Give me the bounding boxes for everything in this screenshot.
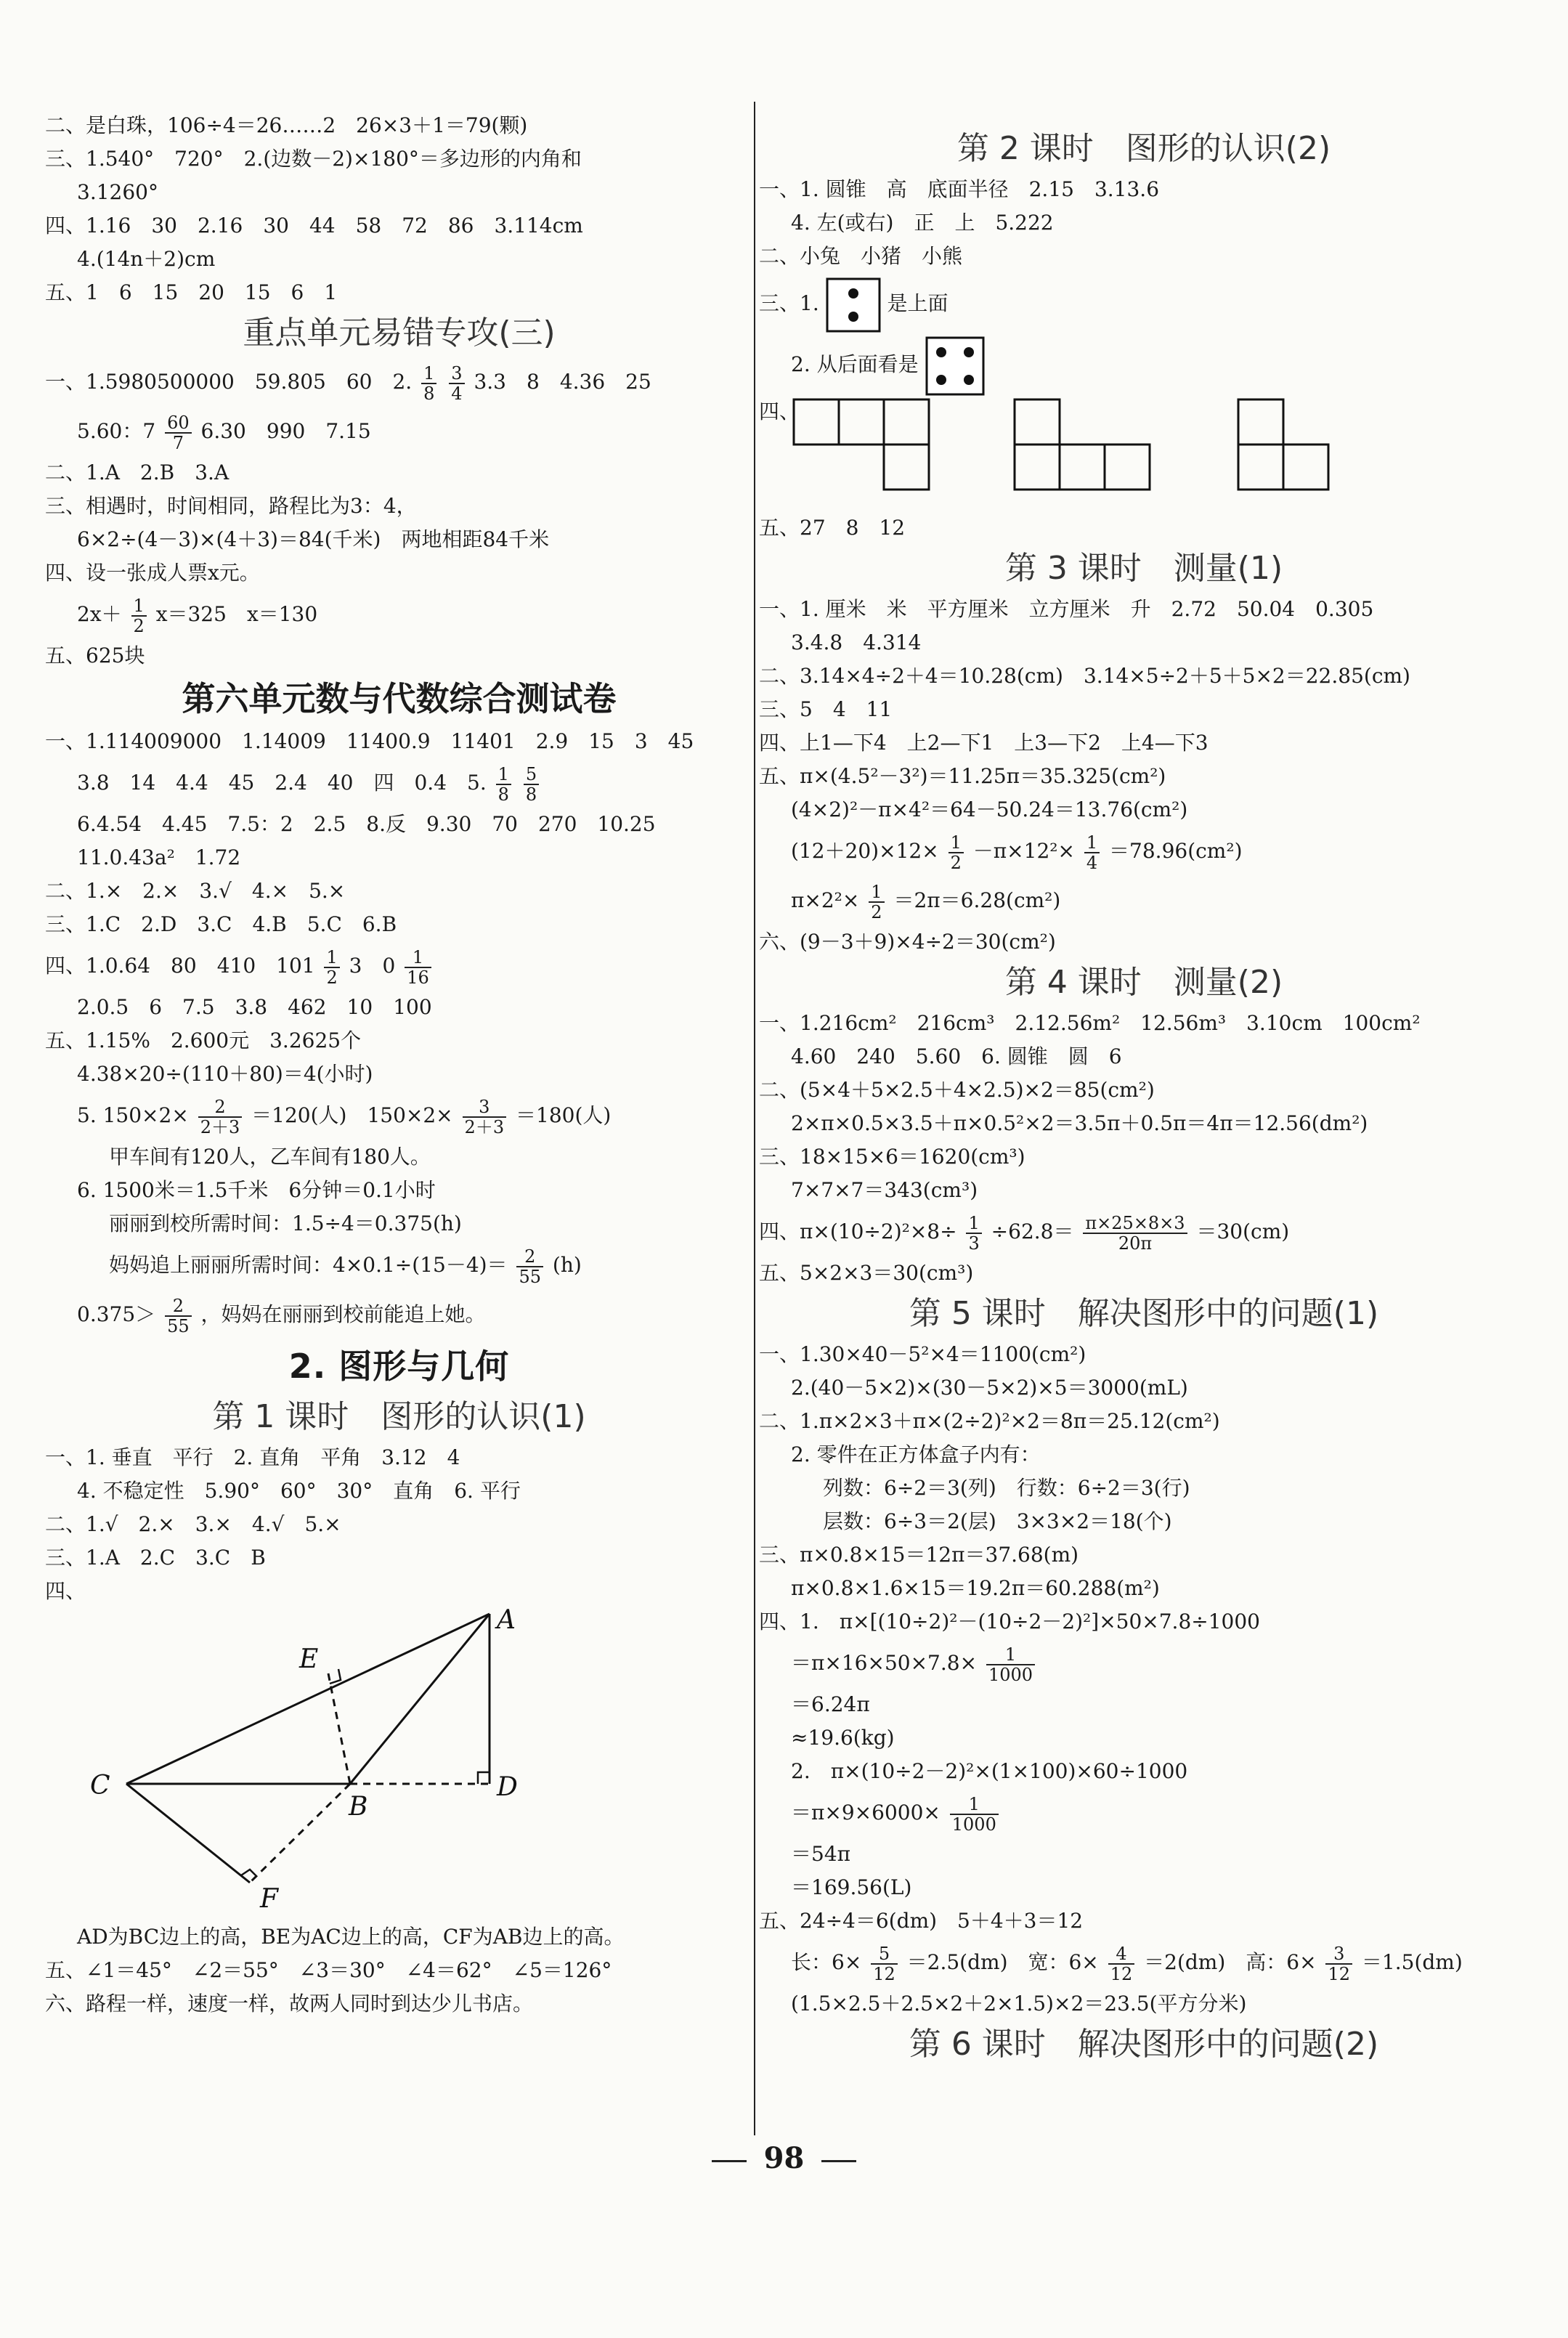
answer-line — [45, 357, 753, 407]
numerator: 3 — [463, 1097, 507, 1118]
denominator: 12 — [1328, 1963, 1351, 1984]
fraction — [516, 1247, 543, 1286]
section-heading: 第 2 课时 图形的认识(2) — [956, 130, 1331, 167]
numerator: 2 — [516, 1247, 543, 1267]
answer-line: 4.38×20÷(110＋80)＝4(小时) — [77, 1062, 373, 1086]
answer-line: 一、1. 厘米 米 平方厘米 立方厘米 升 2.72 50.04 0.305 — [759, 597, 1374, 621]
fraction — [524, 765, 539, 804]
left-column — [45, 109, 753, 2021]
text: 妈妈追上丽丽所需时间：4×0.1÷(15－4)＝ — [109, 1253, 508, 1277]
numerator: 1 — [405, 948, 431, 968]
label-A: A — [497, 1608, 516, 1635]
denominator: 16 — [407, 967, 429, 988]
answer-line: 五、24÷4＝6(dm) 5＋4＋3＝12 — [759, 1909, 1084, 1933]
answer-line: 二、1.× 2.× 3.√ 4.× 5.× — [45, 879, 346, 903]
answer-line — [759, 876, 1529, 925]
square-views — [759, 395, 1529, 511]
denominator: 2 — [871, 901, 882, 922]
triangle-svg — [45, 1608, 753, 1920]
text: 5. 150×2× — [77, 1103, 189, 1127]
answer-line: π×0.8×1.6×15＝19.2π＝60.288(m²) — [791, 1576, 1160, 1600]
triangle-diagram — [45, 1608, 753, 1920]
answer-line: ＝169.56(L) — [791, 1875, 912, 1899]
fraction — [421, 364, 436, 403]
text: 四、1.0.64 80 410 101 — [45, 954, 315, 978]
right-column — [759, 125, 1529, 2069]
text: (h) — [552, 1253, 582, 1277]
answer-line: 五、1 6 15 20 15 6 1 — [45, 280, 338, 304]
fraction — [165, 1296, 192, 1336]
answer-line: AD为BC边上的高，BE为AC边上的高，CF为AB边上的高。 — [77, 1925, 625, 1949]
answer-line: 五、π×(4.5²－3²)＝11.25π＝35.325(cm²) — [759, 764, 1166, 788]
numerator: 1 — [986, 1645, 1035, 1665]
numerator: 1 — [869, 882, 884, 903]
numerator: 5 — [524, 765, 539, 785]
answer-line: 2×π×0.5×3.5＋π×0.5²×2＝3.5π＋0.5π＝4π＝12.56(dm²) — [791, 1111, 1368, 1135]
text: 2x＋ — [77, 602, 122, 626]
numerator: 1 — [950, 1795, 999, 1815]
answer-line — [45, 1290, 753, 1339]
answer-line: 二、是白珠，106÷4＝26……2 26×3＋1＝79(颗) — [45, 113, 528, 137]
square — [1238, 445, 1283, 490]
denominator: 8 — [497, 784, 509, 805]
edge-CF — [126, 1784, 250, 1883]
denominator: 2 — [326, 967, 338, 988]
answer-line — [45, 1241, 753, 1290]
answer-line: 4.(14n＋2)cm — [77, 247, 216, 271]
fraction — [449, 364, 464, 403]
text: 3.3 8 4.36 25 — [474, 370, 651, 394]
denominator: 20π — [1118, 1233, 1153, 1254]
answer-line: 三、18×15×6＝1620(cm³) — [759, 1145, 1025, 1169]
answer-line: 五、27 8 12 — [759, 516, 906, 540]
text: ÷62.8＝ — [991, 1219, 1074, 1243]
answer-line: 二、1.A 2.B 3.A — [45, 460, 229, 484]
answer-line — [45, 590, 753, 639]
answer-line: ＝54π — [791, 1842, 851, 1866]
dash-left — [712, 2160, 747, 2162]
right-angle-F — [241, 1870, 257, 1877]
edge-CA — [126, 1614, 490, 1784]
answer-line: 6.4.54 4.45 7.5：2 2.5 8.反 9.30 70 270 10.25 — [77, 812, 656, 836]
dash-right — [821, 2160, 856, 2162]
answer-line: 二、3.14×4÷2＋4＝10.28(cm) 3.14×5÷2＋5＋5×2＝22.85(cm) — [759, 664, 1410, 688]
text: ＝2π＝6.28(cm²) — [893, 888, 1061, 912]
square — [1283, 445, 1328, 490]
label-D: D — [497, 1772, 518, 1802]
answer-line: 2.0.5 6 7.5 3.8 462 10 100 — [77, 995, 432, 1019]
text: ＝78.96(cm²) — [1109, 839, 1243, 863]
answer-line: 三、1.540° 720° 2.(边数－2)×180°＝多边形的内角和 — [45, 147, 582, 171]
answer-line — [45, 1091, 753, 1140]
numerator: 2 — [198, 1097, 243, 1118]
fraction — [1083, 1214, 1187, 1253]
square — [884, 399, 929, 445]
answer-line: 3.4.8 4.314 — [791, 630, 922, 654]
answer-line: 五、1.15% 2.600元 3.2625个 — [45, 1028, 362, 1052]
denominator: 4 — [1086, 852, 1098, 873]
text: ＝180(人) — [516, 1103, 612, 1127]
column-divider — [754, 102, 755, 2135]
denominator: 2 — [133, 615, 145, 636]
numerator: 1 — [966, 1214, 981, 1234]
denominator: 7 — [172, 432, 184, 453]
answer-line: 四、1.16 30 2.16 30 44 58 72 86 3.114cm — [45, 214, 583, 238]
dice-two-icon — [826, 277, 881, 333]
fraction — [871, 1944, 898, 1984]
answer-line — [759, 1938, 1529, 1987]
fraction — [405, 948, 431, 987]
answer-line: 二、1.√ 2.× 3.× 4.√ 5.× — [45, 1512, 341, 1536]
answer-line: ≈19.6(kg) — [791, 1726, 895, 1750]
square-views-svg — [759, 395, 1514, 511]
fraction — [966, 1214, 981, 1253]
answer-line: 一、1.216cm² 216cm³ 2.12.56m² 12.56m³ 3.10cm 100cm² — [759, 1011, 1421, 1035]
dice-four-icon — [925, 336, 985, 396]
answer-line: 层数：6÷3＝2(层) 3×3×2＝18(个) — [823, 1509, 1172, 1533]
numerator: 1 — [421, 364, 436, 384]
text: ＝120(人) 150×2× — [251, 1103, 453, 1127]
text: 长：6× — [791, 1950, 862, 1974]
square — [794, 399, 839, 445]
denominator: 55 — [167, 1315, 190, 1336]
label-C: C — [90, 1771, 110, 1801]
text: ＝30(cm) — [1196, 1219, 1290, 1243]
fraction — [1108, 1944, 1135, 1984]
text: 6.30 990 7.15 — [200, 419, 371, 443]
fraction — [496, 765, 511, 804]
answer-line: 11.0.43a² 1.72 — [77, 845, 241, 869]
answer-line: 三、1.A 2.C 3.C B — [45, 1546, 266, 1570]
section-heading: 第 1 课时 图形的认识(1) — [212, 1398, 586, 1435]
answer-line: 一、1. 垂直 平行 2. 直角 平角 3.12 4 — [45, 1445, 460, 1469]
text: －π×12²× — [972, 839, 1075, 863]
numerator: 2 — [165, 1296, 192, 1317]
answer-line: 三、1.C 2.D 3.C 4.B 5.C 6.B — [45, 912, 397, 936]
answer-line: 二、小兔 小猪 小熊 — [759, 244, 963, 268]
fraction — [463, 1097, 507, 1137]
square — [1015, 399, 1060, 445]
text: 3.8 14 4.4 45 2.4 40 四 0.4 5. — [77, 771, 487, 795]
right-angle-E — [330, 1669, 341, 1684]
label-F: F — [260, 1884, 278, 1914]
numerator: π×25×8×3 — [1083, 1214, 1187, 1234]
numerator: 1 — [496, 765, 511, 785]
fraction — [324, 948, 339, 987]
answer-line: 2.(40－5×2)×(30－5×2)×5＝3000(mL) — [791, 1376, 1188, 1400]
page-number-text: 98 — [763, 2141, 805, 2175]
answer-line: 丽丽到校所需时间：1.5÷4＝0.375(h) — [109, 1211, 462, 1235]
answer-line: 五、5×2×3＝30(cm³) — [759, 1261, 974, 1285]
fraction — [1084, 833, 1100, 872]
denominator: 3 — [968, 1233, 980, 1254]
fraction — [198, 1097, 243, 1137]
square — [1015, 445, 1060, 490]
fraction — [869, 882, 884, 922]
denominator: 2＋3 — [200, 1116, 240, 1137]
denominator: 4 — [451, 383, 463, 404]
answer-line: 甲车间有120人，乙车间有180人。 — [109, 1145, 431, 1169]
section-heading: 第 6 课时 解决图形中的问题(2) — [909, 2026, 1379, 2063]
section-heading: 2. 图形与几何 — [288, 1347, 510, 1386]
answer-line — [45, 407, 753, 456]
answer-line: 五、∠1＝45° ∠2＝55° ∠3＝30° ∠4＝62° ∠5＝126° — [45, 1958, 612, 1982]
text: ，妈妈在丽丽到校前能追上她。 — [200, 1302, 486, 1326]
answer-line: 3.1260° — [77, 180, 158, 204]
numerator: 1 — [324, 948, 339, 968]
fraction — [950, 1795, 999, 1834]
answer-line: (4×2)²－π×4²＝64－50.24＝13.76(cm²) — [791, 797, 1188, 821]
denominator: 2＋3 — [464, 1116, 505, 1137]
answer-line: 一、1. 圆锥 高 底面半径 2.15 3.13.6 — [759, 177, 1160, 201]
answer-line — [759, 1788, 1529, 1838]
page-number — [0, 2141, 1568, 2175]
text: 三、1. — [759, 291, 819, 315]
text: ＝2(dm) 高：6× — [1144, 1950, 1317, 1974]
denominator: 1000 — [988, 1664, 1033, 1685]
fraction — [948, 833, 964, 872]
answer-line: 7×7×7＝343(cm³) — [791, 1178, 978, 1202]
label-E: E — [299, 1644, 319, 1674]
denominator: 12 — [873, 1963, 895, 1984]
answer-line: 二、1.π×2×3＋π×(2÷2)²×2＝8π＝25.12(cm²) — [759, 1409, 1220, 1433]
text: 是上面 — [887, 291, 948, 315]
square — [1105, 445, 1150, 490]
denominator: 8 — [525, 784, 537, 805]
text: 四、 — [759, 399, 800, 423]
square — [1060, 445, 1105, 490]
text: 2. 从后面看是 — [791, 352, 919, 376]
text: 5.60：7 — [77, 419, 156, 443]
answer-line: 四、设一张成人票x元。 — [45, 561, 260, 585]
answer-line: 四、 — [45, 1579, 86, 1603]
answer-line: 二、(5×4＋5×2.5＋4×2.5)×2＝85(cm²) — [759, 1078, 1155, 1102]
edge-BF-dashed — [250, 1784, 350, 1883]
section-heading: 重点单元易错专攻(三) — [243, 314, 556, 352]
answer-line — [45, 941, 753, 991]
denominator: 8 — [423, 383, 435, 404]
answer-line: 六、(9－3＋9)×4÷2＝30(cm²) — [759, 930, 1056, 954]
text: x＝325 x＝130 — [155, 602, 318, 626]
answer-line: (1.5×2.5＋2.5×2＋2×1.5)×2＝23.5(平方分米) — [791, 1992, 1247, 2016]
answer-line: 一、1.30×40－5²×4＝1100(cm²) — [759, 1342, 1086, 1366]
text: 0.375＞ — [77, 1302, 156, 1326]
denominator: 12 — [1110, 1963, 1133, 1984]
label-B: B — [349, 1792, 368, 1822]
square — [884, 445, 929, 490]
answer-line: 三、π×0.8×15＝12π＝37.68(m) — [759, 1543, 1079, 1567]
numerator: 60 — [165, 413, 192, 434]
answer-line: 一、1.114009000 1.14009 11400.9 11401 2.9 15 3 45 — [45, 729, 694, 753]
denominator: 1000 — [951, 1814, 996, 1835]
answer-line: 四、上1—下4 上2—下1 上3—下2 上4—下3 — [759, 731, 1209, 755]
answer-line — [45, 758, 753, 808]
text: 四、π×(10÷2)²×8÷ — [759, 1219, 957, 1243]
numerator: 3 — [1325, 1944, 1352, 1965]
answer-line: 三、5 4 11 — [759, 697, 893, 721]
square — [1238, 399, 1283, 445]
numerator: 5 — [871, 1944, 898, 1965]
answer-line — [759, 273, 1529, 334]
answer-line — [759, 334, 1529, 395]
text: π×2²× — [791, 888, 860, 912]
numerator: 1 — [948, 833, 964, 853]
answer-line: 6×2÷(4－3)×(4＋3)＝84(千米) 两地相距84千米 — [77, 527, 550, 551]
numerator: 1 — [131, 596, 147, 617]
right-angle-D — [478, 1772, 490, 1784]
answer-line: 四、1. π×[(10÷2)²－(10÷2－2)²]×50×7.8÷1000 — [759, 1610, 1260, 1633]
answer-line: 4. 左(或右) 正 上 5.222 — [791, 211, 1054, 235]
answer-line: 六、路程一样，速度一样，故两人同时到达少儿书店。 — [45, 1992, 534, 2016]
answer-line: 2. π×(10÷2－2)²×(1×100)×60÷1000 — [791, 1759, 1188, 1783]
answer-line: 4. 不稳定性 5.90° 60° 30° 直角 6. 平行 — [77, 1479, 521, 1503]
fraction — [165, 413, 192, 452]
edge-BA — [350, 1614, 490, 1784]
denominator: 2 — [950, 852, 962, 873]
square — [839, 399, 884, 445]
numerator: 1 — [1084, 833, 1100, 853]
answer-line: 4.60 240 5.60 6. 圆锥 圆 6 — [791, 1044, 1122, 1068]
answer-line: 五、625块 — [45, 644, 145, 667]
text: (12＋20)×12× — [791, 839, 939, 863]
text: ＝π×9×6000× — [791, 1801, 941, 1824]
answer-line: 6. 1500米＝1.5千米 6分钟＝0.1小时 — [77, 1178, 436, 1202]
numerator: 3 — [449, 364, 464, 384]
answer-line: 三、相遇时，时间相同，路程比为3：4， — [45, 494, 417, 518]
fraction — [986, 1645, 1035, 1684]
text: ＝2.5(dm) 宽：6× — [906, 1950, 1099, 1974]
fraction — [131, 596, 147, 636]
answer-line: 2. 零件在正方体盒子内有： — [791, 1442, 1041, 1466]
answer-line — [759, 1207, 1529, 1257]
answer-line — [759, 1639, 1529, 1688]
text: 3 0 — [349, 954, 396, 978]
edge-BE-dashed — [328, 1673, 350, 1784]
answer-line: 列数：6÷2＝3(列) 行数：6÷2＝3(行) — [823, 1476, 1190, 1500]
denominator: 55 — [519, 1266, 542, 1287]
section-heading: 第 4 课时 测量(2) — [1004, 964, 1283, 1001]
section-heading: 第 3 课时 测量(1) — [1004, 550, 1283, 587]
answer-line — [759, 827, 1529, 876]
fraction — [1325, 1944, 1352, 1984]
section-heading: 第六单元数与代数综合测试卷 — [182, 679, 617, 718]
text: ＝π×16×50×7.8× — [791, 1651, 978, 1675]
numerator: 4 — [1108, 1944, 1135, 1965]
answer-line: ＝6.24π — [791, 1692, 870, 1716]
text: ＝1.5(dm) — [1361, 1950, 1463, 1974]
section-heading: 第 5 课时 解决图形中的问题(1) — [909, 1295, 1379, 1332]
text: 一、1.5980500000 59.805 60 2. — [45, 370, 413, 394]
